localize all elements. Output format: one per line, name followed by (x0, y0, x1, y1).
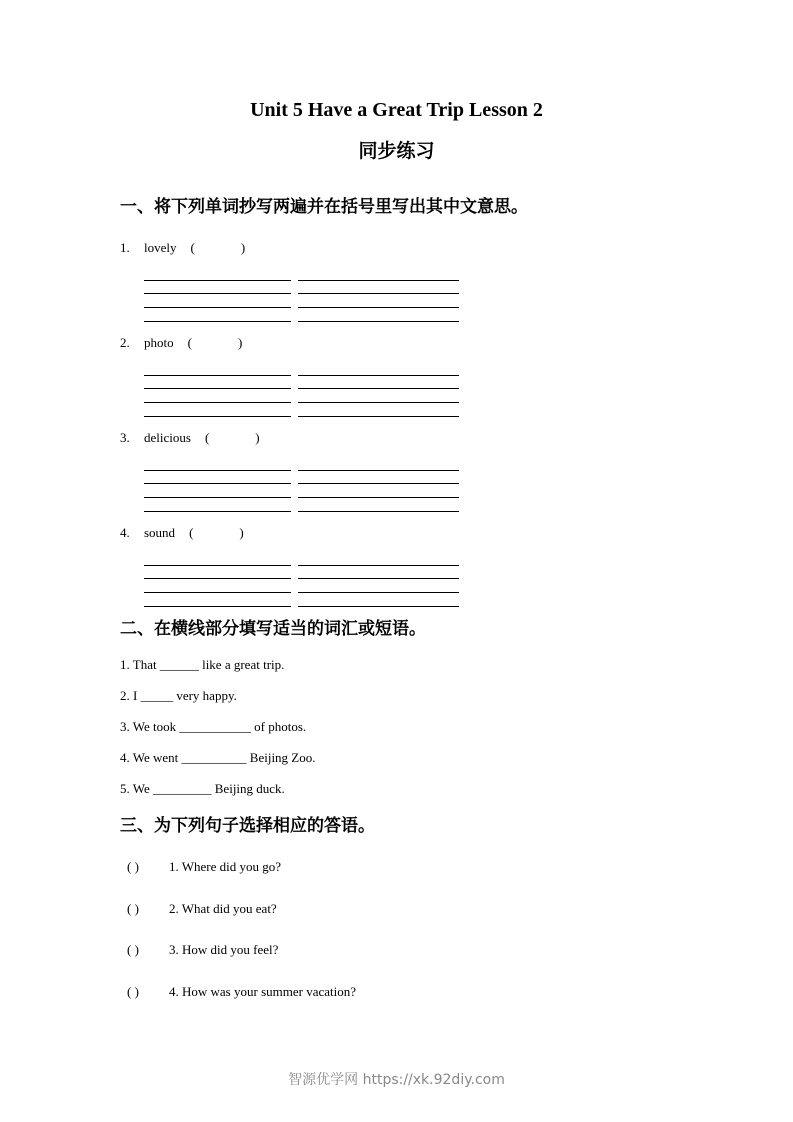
answer-paren: ( ) (127, 984, 139, 999)
section-3-heading: 三、为下列句子选择相应的答语。 (120, 816, 375, 836)
copy-lines-1 (144, 280, 460, 324)
footer-watermark: 智源优学网 https://xk.92diy.com (288, 1072, 505, 1088)
word-item-word: photo (144, 335, 174, 350)
word-item-4 (120, 524, 244, 542)
answer-paren: ( ) (127, 942, 139, 957)
fill-blank-item-5: 5. We _________ Beijing duck. (120, 781, 285, 796)
fill-blank-item-1: 1. That ______ like a great trip. (120, 657, 285, 672)
choice-question: 2. What did you eat? (169, 901, 277, 916)
answer-paren: ( ) (127, 859, 139, 874)
copy-lines-2 (144, 375, 460, 419)
answer-paren: ( ) (127, 901, 139, 916)
word-item-word: delicious (144, 430, 191, 445)
choice-question: 3. How did you feel? (169, 942, 279, 957)
paren-close: ) (255, 430, 260, 445)
paren-open: ( (187, 335, 192, 350)
word-item-1 (120, 239, 245, 257)
paren-close: ) (237, 335, 243, 350)
word-item-number: 1. (120, 240, 130, 255)
fill-blank-item-4: 4. We went __________ Beijing Zoo. (120, 750, 316, 765)
paren-open: ( (190, 240, 195, 255)
word-item-number: 2. (120, 335, 130, 350)
choice-item-3 (127, 941, 278, 959)
page-subtitle: 同步练习 (358, 140, 435, 162)
fill-blank-item-2: 2. I _____ very happy. (120, 688, 237, 703)
choice-question: 4. How was your summer vacation? (169, 984, 357, 999)
word-item-number: 4. (120, 525, 130, 540)
word-item-number: 3. (120, 430, 130, 445)
copy-lines-3 (144, 470, 460, 514)
paren-open: ( (189, 525, 194, 540)
word-item-3 (120, 429, 260, 447)
fill-blank-item-3: 3. We took ___________ of photos. (120, 719, 307, 734)
choice-question: 1. Where did you go? (169, 859, 282, 874)
paren-close: ) (240, 240, 246, 255)
word-item-2 (120, 334, 242, 352)
page-title: Unit 5 Have a Great Trip Lesson 2 (250, 99, 543, 121)
section-2-heading: 二、在横线部分填写适当的词汇或短语。 (120, 619, 426, 639)
copy-lines-4 (144, 565, 460, 609)
paren-open: ( (204, 430, 210, 445)
word-item-word: lovely (144, 240, 177, 255)
choice-item-1 (127, 858, 281, 876)
section-1-heading: 一、将下列单词抄写两遍并在括号里写出其中文意思。 (120, 197, 528, 217)
paren-close: ) (239, 525, 244, 540)
choice-item-4 (127, 983, 356, 1001)
word-item-word: sound (144, 525, 176, 540)
choice-item-2 (127, 900, 277, 918)
